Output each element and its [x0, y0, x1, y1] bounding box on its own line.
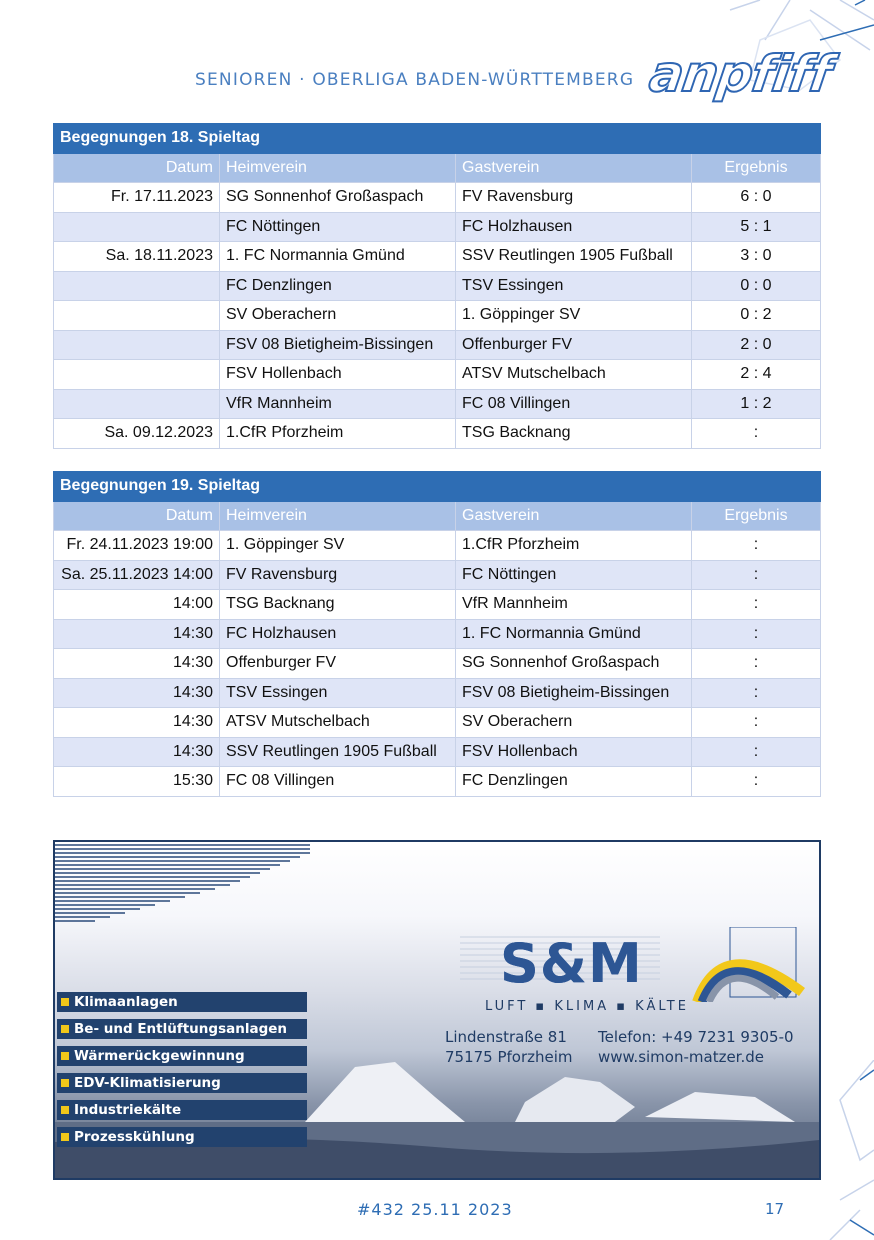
cell-guest: TSV Essingen	[456, 271, 692, 301]
list-item	[57, 1100, 307, 1120]
section-title: SENIOREN · OBERLIGA BADEN-WÜRTTEMBERG	[195, 70, 635, 90]
cell-date: Fr. 24.11.2023 19:00	[54, 531, 220, 561]
cell-date: Sa. 25.11.2023 14:00	[54, 560, 220, 590]
list-item	[57, 1046, 307, 1066]
table-title: Begegnungen 18. Spieltag	[54, 124, 821, 154]
cell-result: 2 : 0	[692, 330, 821, 360]
cell-guest: SSV Reutlingen 1905 Fußball	[456, 242, 692, 272]
cell-date: Sa. 09.12.2023	[54, 419, 220, 449]
column-header-home: Heimverein	[220, 153, 456, 183]
cell-result: :	[692, 737, 821, 767]
table-row	[54, 767, 821, 797]
cell-result: 0 : 0	[692, 271, 821, 301]
cell-date: Fr. 17.11.2023	[54, 183, 220, 213]
cell-date: 14:30	[54, 678, 220, 708]
brand-logo: anpfiff	[645, 45, 835, 103]
service-label: Wärmerückgewinnung	[74, 1048, 245, 1064]
cell-guest: FC Denzlingen	[456, 767, 692, 797]
cell-home: SG Sonnenhof Großaspach	[220, 183, 456, 213]
table-row	[54, 419, 821, 449]
cell-result: :	[692, 708, 821, 738]
cell-result: 3 : 0	[692, 242, 821, 272]
cell-date: 14:30	[54, 619, 220, 649]
table-row	[54, 649, 821, 679]
cell-date	[54, 389, 220, 419]
table-row	[54, 183, 821, 213]
list-item	[57, 1073, 307, 1093]
ad-tagline: LUFT ▪ KLIMA ▪ KÄLTE	[485, 999, 689, 1014]
table-row	[54, 619, 821, 649]
cell-result: :	[692, 560, 821, 590]
column-header-date: Datum	[54, 153, 220, 183]
cell-date: 15:30	[54, 767, 220, 797]
cell-home: 1. Göppinger SV	[220, 531, 456, 561]
cell-date: 14:30	[54, 737, 220, 767]
cell-guest: FSV Hollenbach	[456, 737, 692, 767]
matchday-18-table	[53, 123, 821, 449]
cell-date	[54, 301, 220, 331]
cell-home: ATSV Mutschelbach	[220, 708, 456, 738]
cell-result: :	[692, 649, 821, 679]
cell-guest: FC 08 Villingen	[456, 389, 692, 419]
cell-home: TSV Essingen	[220, 678, 456, 708]
cell-result: 6 : 0	[692, 183, 821, 213]
ad-stripe-pattern	[55, 842, 310, 932]
cell-result: :	[692, 767, 821, 797]
cell-date	[54, 271, 220, 301]
table-row	[54, 708, 821, 738]
table-row	[54, 242, 821, 272]
matchday-19-table	[53, 471, 821, 797]
ad-services-list	[57, 992, 307, 1154]
cell-date	[54, 330, 220, 360]
cell-guest: 1. FC Normannia Gmünd	[456, 619, 692, 649]
cell-result: :	[692, 419, 821, 449]
cell-guest: VfR Mannheim	[456, 590, 692, 620]
cell-guest: 1.CfR Pforzheim	[456, 531, 692, 561]
cell-home: FC Nöttingen	[220, 212, 456, 242]
cell-result: 5 : 1	[692, 212, 821, 242]
cell-guest: SG Sonnenhof Großaspach	[456, 649, 692, 679]
list-item	[57, 992, 307, 1012]
list-item	[57, 1127, 307, 1147]
cell-result: :	[692, 531, 821, 561]
cell-home: VfR Mannheim	[220, 389, 456, 419]
service-label: Be- und Entlüftungsanlagen	[74, 1021, 287, 1037]
cell-guest: ATSV Mutschelbach	[456, 360, 692, 390]
cell-result: 0 : 2	[692, 301, 821, 331]
bullet-icon	[61, 1079, 69, 1087]
bullet-icon	[61, 1133, 69, 1141]
cell-home: FC 08 Villingen	[220, 767, 456, 797]
cell-home: FV Ravensburg	[220, 560, 456, 590]
table-row	[54, 271, 821, 301]
table-row	[54, 330, 821, 360]
table-row	[54, 737, 821, 767]
table-row	[54, 301, 821, 331]
bullet-icon	[61, 1106, 69, 1114]
bullet-icon	[61, 1025, 69, 1033]
advertisement	[53, 840, 821, 1180]
cell-home: FC Denzlingen	[220, 271, 456, 301]
bullet-icon	[61, 1052, 69, 1060]
cell-home: Offenburger FV	[220, 649, 456, 679]
cell-date	[54, 212, 220, 242]
table-row	[54, 560, 821, 590]
column-header-result: Ergebnis	[692, 153, 821, 183]
table-row	[54, 360, 821, 390]
cell-guest: 1. Göppinger SV	[456, 301, 692, 331]
table-row	[54, 389, 821, 419]
list-item	[57, 1019, 307, 1039]
column-header-guest: Gastverein	[456, 153, 692, 183]
cell-home: SV Oberachern	[220, 301, 456, 331]
cell-date: Sa. 18.11.2023	[54, 242, 220, 272]
cell-home: 1.CfR Pforzheim	[220, 419, 456, 449]
issue-number: #432 25.11 2023	[357, 1200, 513, 1219]
cell-result: :	[692, 590, 821, 620]
service-label: Prozesskühlung	[74, 1129, 195, 1145]
cell-home: SSV Reutlingen 1905 Fußball	[220, 737, 456, 767]
cell-guest: FC Holzhausen	[456, 212, 692, 242]
table-row	[54, 212, 821, 242]
service-label: EDV-Klimatisierung	[74, 1075, 221, 1091]
cell-result: :	[692, 678, 821, 708]
table-title: Begegnungen 19. Spieltag	[54, 472, 821, 502]
logo-arc-icon	[677, 927, 807, 1002]
ad-logo: S&M	[500, 932, 643, 995]
cell-guest: FC Nöttingen	[456, 560, 692, 590]
cell-guest: FSV 08 Bietigheim-Bissingen	[456, 678, 692, 708]
decorative-lines-bottom	[820, 1060, 874, 1240]
cell-guest: TSG Backnang	[456, 419, 692, 449]
cell-guest: Offenburger FV	[456, 330, 692, 360]
cell-home: TSG Backnang	[220, 590, 456, 620]
table-row	[54, 531, 821, 561]
cell-guest: SV Oberachern	[456, 708, 692, 738]
cell-date: 14:30	[54, 708, 220, 738]
ad-street: Lindenstraße 81	[445, 1028, 567, 1046]
cell-result: 2 : 4	[692, 360, 821, 390]
service-label: Industriekälte	[74, 1102, 182, 1118]
cell-result: :	[692, 619, 821, 649]
cell-date	[54, 360, 220, 390]
cell-guest: FV Ravensburg	[456, 183, 692, 213]
column-header-date: Datum	[54, 501, 220, 531]
cell-date: 14:30	[54, 649, 220, 679]
service-label: Klimaanlagen	[74, 994, 178, 1010]
column-header-result: Ergebnis	[692, 501, 821, 531]
ad-website: www.simon-matzer.de	[598, 1048, 764, 1066]
cell-home: FSV Hollenbach	[220, 360, 456, 390]
cell-date: 14:00	[54, 590, 220, 620]
column-header-home: Heimverein	[220, 501, 456, 531]
table-row	[54, 678, 821, 708]
page-number: 17	[765, 1200, 785, 1218]
cell-home: FC Holzhausen	[220, 619, 456, 649]
ad-phone: Telefon: +49 7231 9305-0	[598, 1028, 794, 1046]
cell-result: 1 : 2	[692, 389, 821, 419]
cell-home: FSV 08 Bietigheim-Bissingen	[220, 330, 456, 360]
cell-home: 1. FC Normannia Gmünd	[220, 242, 456, 272]
ad-city: 75175 Pforzheim	[445, 1048, 573, 1066]
table-row	[54, 590, 821, 620]
bullet-icon	[61, 998, 69, 1006]
column-header-guest: Gastverein	[456, 501, 692, 531]
